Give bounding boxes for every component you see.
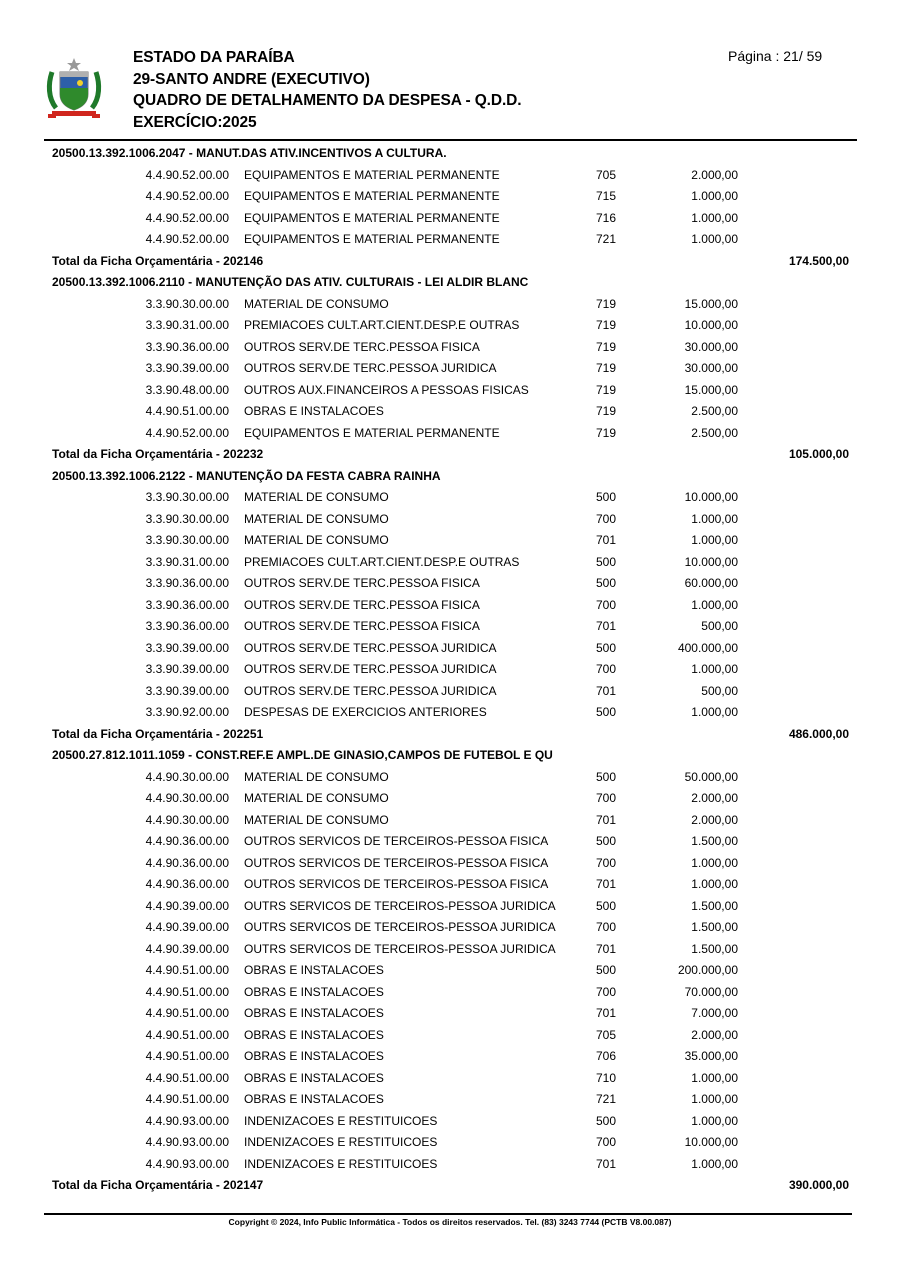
total-label: Total da Ficha Orçamentária - 202147 xyxy=(52,1178,264,1192)
expense-description: OUTROS SERVICOS DE TERCEIROS-PESSOA FISICA xyxy=(244,834,549,848)
expense-code: 4.4.90.51.00.00 xyxy=(145,404,229,418)
expense-code: 4.4.90.39.00.00 xyxy=(145,920,229,934)
section-heading-text: 20500.27.812.1011.1059 - CONST.REF.E AMPL.DE GINASIO,CAMPOS DE FUTEBOL E QU xyxy=(52,748,553,762)
expense-code: 4.4.90.52.00.00 xyxy=(145,189,229,203)
table-row xyxy=(0,983,900,1001)
expense-code: 3.3.90.92.00.00 xyxy=(145,705,229,719)
expense-description: PREMIACOES CULT.ART.CIENT.DESP.E OUTRAS xyxy=(244,554,520,569)
expense-value: 1.000,00 xyxy=(691,662,738,676)
table-row xyxy=(0,1069,900,1087)
expense-description: OBRAS E INSTALACOES xyxy=(244,1027,384,1042)
expense-code: 4.4.90.93.00.00 xyxy=(145,1113,229,1128)
total-value: 390.000,00 xyxy=(788,1178,849,1192)
expense-value: 1.000,00 xyxy=(691,1156,738,1171)
expense-description: MATERIAL DE CONSUMO xyxy=(244,533,389,547)
expense-value: 10.000,00 xyxy=(684,318,738,332)
table-row xyxy=(0,209,900,227)
table-row xyxy=(0,1090,900,1108)
expense-description: INDENIZACOES E RESTITUICOES xyxy=(244,1135,438,1149)
expense-value: 60.000,00 xyxy=(684,576,738,590)
expense-value: 30.000,00 xyxy=(684,361,738,375)
section-total xyxy=(0,445,900,463)
resource-source: 701 xyxy=(596,533,617,547)
expense-description: EQUIPAMENTOS E MATERIAL PERMANENTE xyxy=(244,425,500,440)
resource-source: 701 xyxy=(596,1006,617,1020)
table-row xyxy=(0,1112,900,1130)
expense-code: 3.3.90.48.00.00 xyxy=(145,382,229,397)
expense-description: EQUIPAMENTOS E MATERIAL PERMANENTE xyxy=(244,189,500,203)
expense-value: 30.000,00 xyxy=(684,339,738,354)
expense-value: 1.500,00 xyxy=(691,834,738,848)
expense-value: 35.000,00 xyxy=(684,1049,738,1063)
total-label: Total da Ficha Orçamentária - 202232 xyxy=(52,447,264,461)
resource-source: 719 xyxy=(596,296,617,311)
resource-source: 700 xyxy=(596,1135,617,1149)
expense-description: MATERIAL DE CONSUMO xyxy=(244,490,389,504)
expense-description: EQUIPAMENTOS E MATERIAL PERMANENTE xyxy=(244,167,500,182)
footer-divider xyxy=(44,1213,852,1215)
resource-source: 719 xyxy=(596,404,617,418)
section-total xyxy=(0,725,900,743)
expense-description: OUTROS SERV.DE TERC.PESSOA JURIDICA xyxy=(244,662,497,676)
table-row xyxy=(0,940,900,958)
expense-code: 3.3.90.31.00.00 xyxy=(145,318,229,332)
table-row xyxy=(0,961,900,979)
table-row xyxy=(0,1004,900,1022)
table-row xyxy=(0,617,900,635)
table-row xyxy=(0,1026,900,1044)
expense-code: 3.3.90.30.00.00 xyxy=(145,490,229,504)
total-value: 105.000,00 xyxy=(788,447,849,461)
expense-description: INDENIZACOES E RESTITUICOES xyxy=(244,1113,438,1128)
expense-code: 4.4.90.51.00.00 xyxy=(145,984,229,999)
expense-code: 3.3.90.30.00.00 xyxy=(145,296,229,311)
section-heading-text: 20500.13.392.1006.2047 - MANUT.DAS ATIV.INCENTIVOS A CULTURA. xyxy=(52,146,447,160)
header-divider xyxy=(44,139,857,141)
resource-source: 700 xyxy=(596,662,617,676)
expense-code: 4.4.90.93.00.00 xyxy=(145,1135,229,1149)
section-heading xyxy=(0,273,900,291)
resource-source: 700 xyxy=(596,984,617,999)
expense-description: EQUIPAMENTOS E MATERIAL PERMANENTE xyxy=(244,232,500,246)
expense-description: MATERIAL DE CONSUMO xyxy=(244,296,389,311)
table-row xyxy=(0,230,900,248)
expense-value: 1.000,00 xyxy=(691,855,738,870)
expense-code: 3.3.90.30.00.00 xyxy=(145,533,229,547)
expense-description: OBRAS E INSTALACOES xyxy=(244,1006,384,1020)
page-number: Página : 21/ 59 xyxy=(728,48,823,64)
table-row xyxy=(0,316,900,334)
resource-source: 706 xyxy=(596,1049,617,1063)
resource-source: 701 xyxy=(596,812,617,827)
expense-code: 4.4.90.36.00.00 xyxy=(145,855,229,870)
total-label: Total da Ficha Orçamentária - 202146 xyxy=(52,253,264,268)
resource-source: 500 xyxy=(596,705,617,719)
table-row xyxy=(0,703,900,721)
expense-code: 4.4.90.30.00.00 xyxy=(145,791,229,805)
expense-description: PREMIACOES CULT.ART.CIENT.DESP.E OUTRAS xyxy=(244,318,520,332)
resource-source: 715 xyxy=(596,189,617,203)
resource-source: 701 xyxy=(596,619,617,633)
expense-value: 500,00 xyxy=(701,619,738,633)
expense-code: 4.4.90.51.00.00 xyxy=(145,1027,229,1042)
expense-value: 15.000,00 xyxy=(684,382,738,397)
report-title: QUADRO DE DETALHAMENTO DA DESPESA - Q.D.D. xyxy=(133,92,522,109)
resource-source: 500 xyxy=(596,963,617,977)
expense-value: 7.000,00 xyxy=(691,1006,738,1020)
expense-description: DESPESAS DE EXERCICIOS ANTERIORES xyxy=(244,705,487,719)
expense-code: 3.3.90.36.00.00 xyxy=(145,339,229,354)
resource-source: 710 xyxy=(596,1070,617,1085)
expense-code: 3.3.90.36.00.00 xyxy=(145,619,229,633)
expense-description: OUTROS AUX.FINANCEIROS A PESSOAS FISICAS xyxy=(244,382,529,397)
table-row xyxy=(0,295,900,313)
table-row xyxy=(0,875,900,893)
expense-code: 4.4.90.51.00.00 xyxy=(145,1049,229,1063)
expense-value: 1.000,00 xyxy=(691,1070,738,1085)
table-row xyxy=(0,789,900,807)
table-row xyxy=(0,1047,900,1065)
table-row xyxy=(0,768,900,786)
expense-value: 1.000,00 xyxy=(691,1113,738,1128)
expense-description: OUTROS SERV.DE TERC.PESSOA FISICA xyxy=(244,339,480,354)
expense-code: 4.4.90.52.00.00 xyxy=(145,425,229,440)
table-row xyxy=(0,596,900,614)
table-row xyxy=(0,832,900,850)
resource-source: 700 xyxy=(596,791,617,805)
report-title-block xyxy=(133,47,522,133)
section-total xyxy=(0,252,900,270)
expense-description: OBRAS E INSTALACOES xyxy=(244,984,384,999)
resource-source: 500 xyxy=(596,554,617,569)
expense-description: OBRAS E INSTALACOES xyxy=(244,404,384,418)
table-row xyxy=(0,918,900,936)
resource-source: 500 xyxy=(596,898,617,913)
expense-value: 2.000,00 xyxy=(691,1027,738,1042)
resource-source: 701 xyxy=(596,1156,617,1171)
resource-source: 700 xyxy=(596,920,617,934)
expense-code: 4.4.90.39.00.00 xyxy=(145,941,229,956)
expense-description: OUTRS SERVICOS DE TERCEIROS-PESSOA JURIDICA xyxy=(244,941,556,956)
table-row xyxy=(0,1155,900,1173)
table-row xyxy=(0,811,900,829)
table-row xyxy=(0,553,900,571)
expense-description: OUTROS SERVICOS DE TERCEIROS-PESSOA FISICA xyxy=(244,877,549,891)
table-row xyxy=(0,574,900,592)
expense-code: 3.3.90.39.00.00 xyxy=(145,683,229,698)
expense-value: 2.000,00 xyxy=(691,167,738,182)
table-row xyxy=(0,402,900,420)
table-row xyxy=(0,510,900,528)
table-row xyxy=(0,488,900,506)
expense-description: OBRAS E INSTALACOES xyxy=(244,1049,384,1063)
expense-value: 1.000,00 xyxy=(691,210,738,225)
table-row xyxy=(0,639,900,657)
expense-code: 4.4.90.51.00.00 xyxy=(145,1092,229,1106)
resource-source: 719 xyxy=(596,425,617,440)
table-row xyxy=(0,338,900,356)
expense-value: 1.000,00 xyxy=(691,597,738,612)
total-value: 486.000,00 xyxy=(788,726,849,741)
expense-value: 15.000,00 xyxy=(684,296,738,311)
expense-code: 3.3.90.31.00.00 xyxy=(145,554,229,569)
resource-source: 705 xyxy=(596,167,617,182)
resource-source: 705 xyxy=(596,1027,617,1042)
expense-code: 4.4.90.30.00.00 xyxy=(145,812,229,827)
table-row xyxy=(0,359,900,377)
expense-value: 1.000,00 xyxy=(691,877,738,891)
section-heading xyxy=(0,467,900,485)
resource-source: 700 xyxy=(596,597,617,612)
table-row xyxy=(0,1133,900,1151)
resource-source: 500 xyxy=(596,1113,617,1128)
expense-value: 10.000,00 xyxy=(684,554,738,569)
expense-value: 400.000,00 xyxy=(677,640,738,655)
state-name: ESTADO DA PARAÍBA xyxy=(133,49,295,66)
resource-source: 701 xyxy=(596,683,617,698)
section-heading-text: 20500.13.392.1006.2110 - MANUTENÇÃO DAS ATIV. CULTURAIS - LEI ALDIR BLANC xyxy=(52,275,529,289)
table-row xyxy=(0,682,900,700)
total-value: 174.500,00 xyxy=(788,253,849,268)
resource-source: 700 xyxy=(596,511,617,526)
expense-description: MATERIAL DE CONSUMO xyxy=(244,791,389,805)
expense-code: 3.3.90.36.00.00 xyxy=(145,576,229,590)
expense-description: OBRAS E INSTALACOES xyxy=(244,1092,384,1106)
resource-source: 719 xyxy=(596,339,617,354)
expense-code: 3.3.90.30.00.00 xyxy=(145,511,229,526)
expense-code: 4.4.90.51.00.00 xyxy=(145,963,229,977)
section-total xyxy=(0,1176,900,1194)
expense-code: 4.4.90.36.00.00 xyxy=(145,877,229,891)
expense-description: OUTROS SERV.DE TERC.PESSOA JURIDICA xyxy=(244,683,497,698)
expense-code: 3.3.90.39.00.00 xyxy=(145,662,229,676)
expense-value: 50.000,00 xyxy=(684,769,738,784)
expense-value: 1.000,00 xyxy=(691,533,738,547)
table-row xyxy=(0,187,900,205)
resource-source: 721 xyxy=(596,1092,617,1106)
expense-value: 2.000,00 xyxy=(691,812,738,827)
expense-description: EQUIPAMENTOS E MATERIAL PERMANENTE xyxy=(244,210,500,225)
expense-description: OUTROS SERV.DE TERC.PESSOA FISICA xyxy=(244,619,480,633)
expense-value: 1.000,00 xyxy=(691,189,738,203)
expense-code: 4.4.90.93.00.00 xyxy=(145,1156,229,1171)
expense-description: MATERIAL DE CONSUMO xyxy=(244,769,389,784)
expense-value: 1.000,00 xyxy=(691,232,738,246)
paraiba-state-coat-of-arms-icon xyxy=(46,58,102,122)
table-row xyxy=(0,531,900,549)
resource-source: 500 xyxy=(596,640,617,655)
table-row xyxy=(0,660,900,678)
table-row xyxy=(0,854,900,872)
fiscal-year: EXERCÍCIO:2025 xyxy=(133,113,257,131)
expense-description: OUTRS SERVICOS DE TERCEIROS-PESSOA JURIDICA xyxy=(244,920,556,934)
copyright-footer: Copyright © 2024, Info Public Informática - Todos os direitos reservados. Tel. (83) 3243 7744 (PCTB V8.00.087) xyxy=(228,1217,672,1227)
expense-value: 1.500,00 xyxy=(691,898,738,913)
total-label: Total da Ficha Orçamentária - 202251 xyxy=(52,726,264,741)
resource-source: 500 xyxy=(596,490,617,504)
expense-value: 1.000,00 xyxy=(691,511,738,526)
expense-description: OUTROS SERV.DE TERC.PESSOA FISICA xyxy=(244,597,480,612)
expense-code: 4.4.90.51.00.00 xyxy=(145,1070,229,1085)
expense-description: OUTROS SERVICOS DE TERCEIROS-PESSOA FISICA xyxy=(244,855,549,870)
section-heading-text: 20500.13.392.1006.2122 - MANUTENÇÃO DA FESTA CABRA RAINHA xyxy=(52,468,441,483)
expense-value: 500,00 xyxy=(701,683,738,698)
expense-code: 4.4.90.30.00.00 xyxy=(145,769,229,784)
resource-source: 716 xyxy=(596,210,617,225)
expense-description: MATERIAL DE CONSUMO xyxy=(244,812,389,827)
expense-code: 4.4.90.39.00.00 xyxy=(145,898,229,913)
expense-value: 70.000,00 xyxy=(684,984,738,999)
expense-description: OBRAS E INSTALACOES xyxy=(244,1070,384,1085)
resource-source: 701 xyxy=(596,941,617,956)
expense-code: 3.3.90.36.00.00 xyxy=(145,597,229,612)
expense-value: 200.000,00 xyxy=(677,963,738,977)
expense-description: OUTRS SERVICOS DE TERCEIROS-PESSOA JURIDICA xyxy=(244,898,556,913)
table-row xyxy=(0,897,900,915)
section-heading xyxy=(0,144,900,162)
expense-description: OUTROS SERV.DE TERC.PESSOA JURIDICA xyxy=(244,640,497,655)
expense-code: 4.4.90.52.00.00 xyxy=(145,232,229,246)
resource-source: 719 xyxy=(596,361,617,375)
section-heading xyxy=(0,746,900,764)
entity-name: 29-SANTO ANDRE (EXECUTIVO) xyxy=(133,70,370,88)
resource-source: 719 xyxy=(596,318,617,332)
expense-description: MATERIAL DE CONSUMO xyxy=(244,511,389,526)
expense-code: 4.4.90.51.00.00 xyxy=(145,1006,229,1020)
expense-code: 4.4.90.52.00.00 xyxy=(145,210,229,225)
resource-source: 500 xyxy=(596,834,617,848)
resource-source: 701 xyxy=(596,877,617,891)
expense-value: 1.000,00 xyxy=(691,705,738,719)
resource-source: 719 xyxy=(596,382,617,397)
resource-source: 721 xyxy=(596,232,617,246)
expense-code: 4.4.90.52.00.00 xyxy=(145,167,229,182)
page-header xyxy=(0,0,900,140)
expense-value: 1.500,00 xyxy=(691,941,738,956)
expense-description: OUTROS SERV.DE TERC.PESSOA FISICA xyxy=(244,576,480,590)
expense-value: 10.000,00 xyxy=(684,1135,738,1149)
expense-value: 1.000,00 xyxy=(691,1092,738,1106)
expense-value: 2.000,00 xyxy=(691,791,738,805)
expense-value: 10.000,00 xyxy=(684,490,738,504)
expense-value: 1.500,00 xyxy=(691,920,738,934)
table-row xyxy=(0,166,900,184)
table-row xyxy=(0,381,900,399)
resource-source: 500 xyxy=(596,769,617,784)
expense-description: INDENIZACOES E RESTITUICOES xyxy=(244,1156,438,1171)
expense-description: OBRAS E INSTALACOES xyxy=(244,963,384,977)
resource-source: 500 xyxy=(596,576,617,590)
expense-value: 2.500,00 xyxy=(691,404,738,418)
expense-description: OUTROS SERV.DE TERC.PESSOA JURIDICA xyxy=(244,361,497,375)
expense-code: 3.3.90.39.00.00 xyxy=(145,640,229,655)
resource-source: 700 xyxy=(596,855,617,870)
expense-code: 3.3.90.39.00.00 xyxy=(145,361,229,375)
expense-code: 4.4.90.36.00.00 xyxy=(145,834,229,848)
table-row xyxy=(0,424,900,442)
expense-value: 2.500,00 xyxy=(691,425,738,440)
